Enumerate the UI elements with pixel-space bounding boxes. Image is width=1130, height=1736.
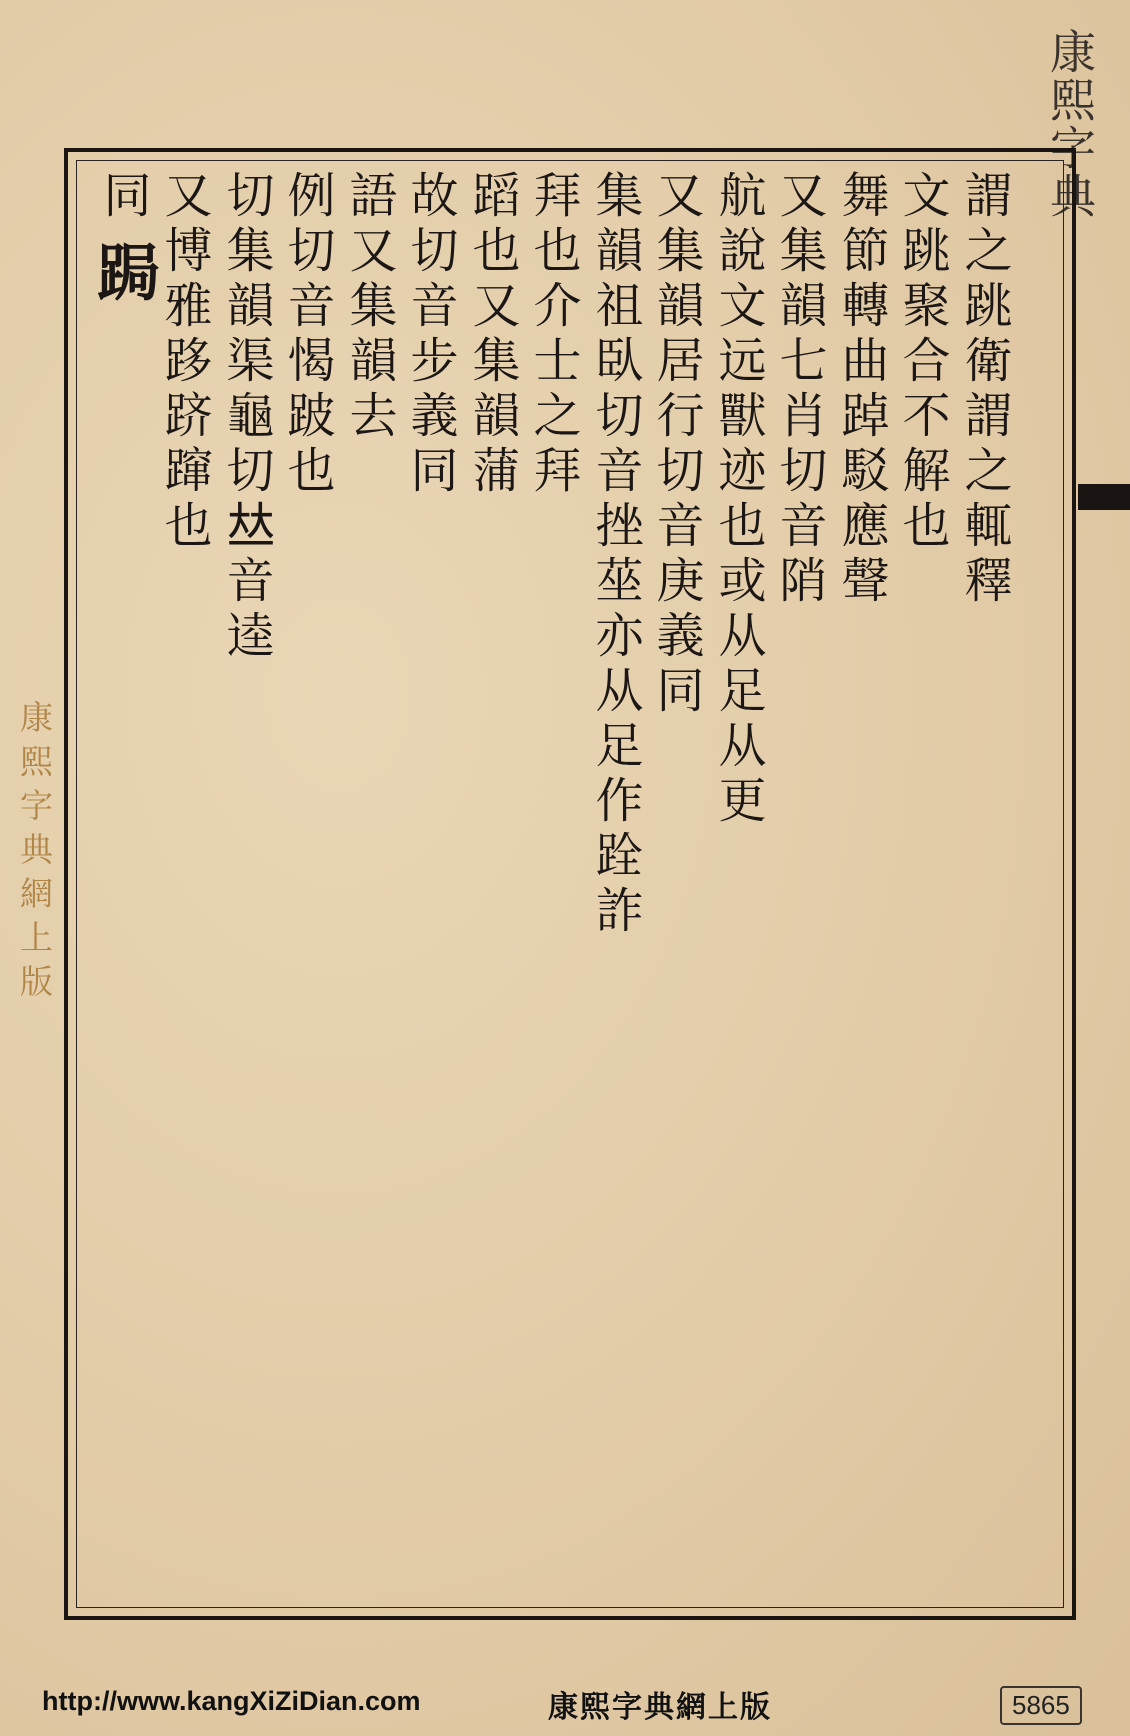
headword-column: 跼 — [87, 240, 160, 309]
text-column: 蹈也又集韻蒲 — [464, 170, 520, 500]
text-column: 語又集韻去 — [341, 170, 397, 445]
running-header: 康熙字典 — [1043, 28, 1097, 220]
text-column: 同 — [95, 170, 151, 225]
text-column: 集韻祖臥切音挫莝亦从足作跧詐 — [587, 170, 643, 940]
footer-title: 康熙字典網上版 — [548, 1690, 772, 1725]
text-column: 拜也介士之拜 — [525, 170, 581, 500]
text-column: 切集韻渠龜切𠀤音逵 — [218, 170, 274, 665]
text-column: 故切音步義同 — [402, 170, 458, 500]
text-column: 又集韻七肖切音陗 — [771, 170, 827, 610]
text-column: 又集韻居行切音庚義同 — [648, 170, 704, 720]
footer-url[interactable]: http://www.kangXiZiDian.com — [42, 1686, 421, 1716]
text-column: 航說文远獸迹也或从足从更 — [710, 170, 766, 830]
text-column: 謂之跳衛謂之輒釋 — [956, 170, 1012, 610]
text-column: 文跳聚合不解也 — [894, 170, 950, 555]
page-number: 5865 — [1000, 1686, 1082, 1725]
margin-title: 康熙字典網上版 — [15, 700, 54, 1008]
text-column: 例切音愒跛也 — [279, 170, 335, 500]
fore-edge-tab — [1078, 484, 1130, 510]
text-column: 舞節轉曲踔駁應聲 — [833, 170, 889, 610]
text-column: 又博雅跢跻蹿也 — [156, 170, 212, 555]
